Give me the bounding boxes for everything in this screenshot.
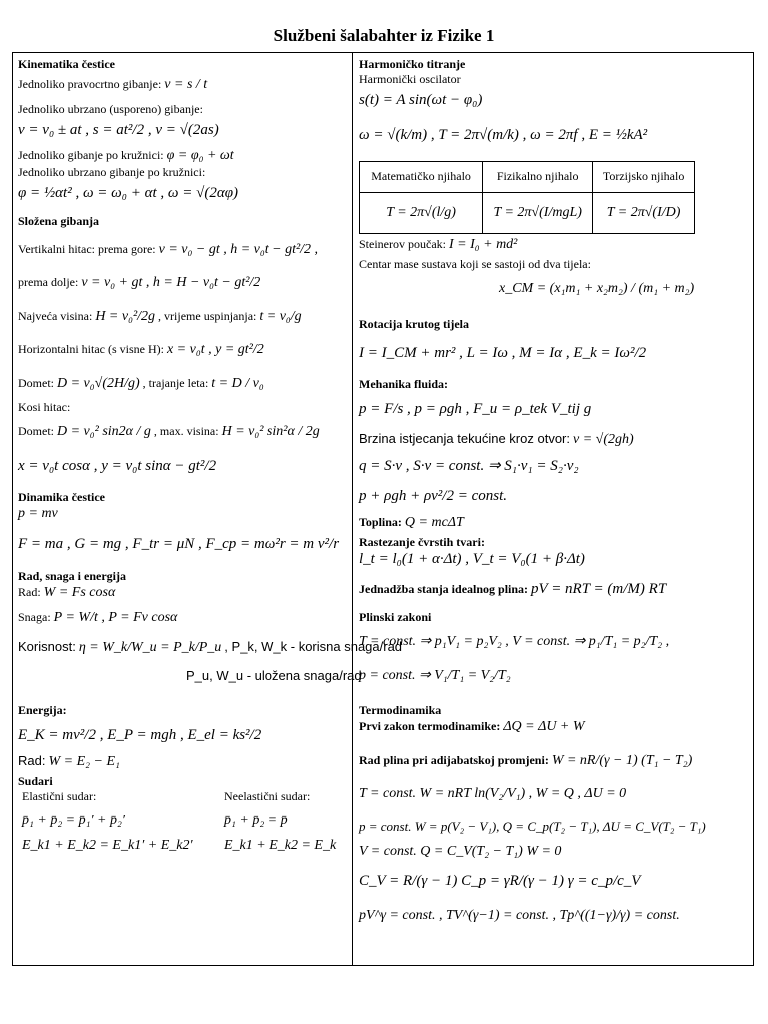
formula-v-st: v = s / t <box>164 77 208 92</box>
label-ubrzano: Jednoliko ubrzano (usporeno) gibanje: <box>18 101 203 116</box>
header-torzijsko: Torzijsko njihalo <box>593 161 695 192</box>
header-matematicko: Matematičko njihalo <box>360 161 483 192</box>
formula-steinerov: I = I₀ + md² <box>448 236 518 252</box>
label-snaga: Snaga: <box>18 610 51 624</box>
label-rad2: Rad: <box>18 753 46 768</box>
sudari-block <box>18 789 348 855</box>
label-vertikalni: Vertikalni hitac: prema gore: <box>18 241 156 256</box>
label-max-visina: , max. visina: <box>153 424 219 438</box>
formula-sile: F = ma , G = mg , F_tr = μN , F_cp = mω²r = m v²/r <box>18 535 340 552</box>
label-prema-dolje: prema dolje: <box>18 275 79 289</box>
section-rastezanje: Rastezanje čvrstih tvari: <box>359 534 485 549</box>
formula-p: p = mv <box>18 506 58 522</box>
row-najveca-visina <box>18 308 348 326</box>
formula-izotermni: T = const. W = nRT ln(V₂/V₁) , W = Q , ΔU = 0 <box>359 786 627 801</box>
section-slozena: Složena gibanja <box>18 213 100 228</box>
formula-domet: D = v₀√(2H/g) <box>57 375 140 391</box>
formula-snaga: P = W/t , P = Fv cosα <box>53 610 178 625</box>
label-kruznica: Jednoliko gibanje po kružnici: <box>18 148 164 163</box>
section-rotacija: Rotacija krutog tijela <box>359 316 469 331</box>
formula-domet-kosi: D = v₀² sin2α / g <box>57 424 151 439</box>
formula-rotacija: I = I_CM + mr² , L = Iω , M = Iα , E_k = Iω²/2 <box>359 344 647 361</box>
section-sudari: Sudari <box>18 773 53 788</box>
label-pravocrtno: Jednoliko pravocrtno gibanje: <box>18 77 162 91</box>
row-domet <box>18 375 348 393</box>
formula-izobarni: p = const. W = p(V₂ − V₁), Q = C_p(T₂ − T₁), ΔU = C_V(T₂ − T₁) <box>359 818 706 834</box>
section-dinamika: Dinamika čestice <box>18 490 105 505</box>
row-horizontalni <box>18 341 348 359</box>
row-rad <box>18 584 348 602</box>
label-kruznica-ubrzano: Jednoliko ubrzano gibanje po kružnici: <box>18 164 206 179</box>
row-steinerov <box>359 236 749 254</box>
label-domet-kosi: Domet: <box>18 424 54 438</box>
label-neelasticni: Neelastični sudar: <box>224 788 311 803</box>
formula-energija: E_K = mv²/2 , E_P = mgh , E_el = ks²/2 <box>18 727 262 744</box>
row-vertikalni <box>18 241 348 259</box>
formula-kruznica-ubrzano: φ = ½αt² , ω = ω₀ + αt , ω = √(2αφ) <box>18 184 238 201</box>
formula-kosi-xy: x = v₀t cosα , y = v₀t sinα − gt²/2 <box>18 457 217 474</box>
row-jednadzba <box>359 580 749 599</box>
label-korisnost: Korisnost: <box>18 638 76 654</box>
value-matematicko: T = 2π√(l/g) <box>360 192 483 233</box>
note-korisna: , P_k, W_k - korisna snaga/rad <box>224 638 403 654</box>
formula-neelasticni-p: p̄₁ + p̄₂ = p̄ <box>224 812 288 828</box>
formula-trajanje: t = D / v₀ <box>211 375 264 391</box>
formula-centar-mase: x_CM = (x₁m₁ + x₂m₂) / (m₁ + m₂) <box>499 281 695 296</box>
formula-izohorni: V = const. Q = C_V(T₂ − T₁) W = 0 <box>359 843 562 859</box>
row-prvi-zakon <box>359 718 749 736</box>
row-istjecanje <box>359 431 749 449</box>
formula-adijabata: pV^γ = const. , TV^(γ−1) = const. , Tp^((1−γ)/γ) = const. <box>359 908 680 923</box>
label-adijabatski: Rad plina pri adijabatskoj promjeni: <box>359 752 549 767</box>
label-elasticni: Elastični sudar: <box>22 788 97 803</box>
section-rad: Rad, snaga i energija <box>18 568 126 583</box>
label-prvi-zakon: Prvi zakon termodinamike: <box>359 719 501 733</box>
label-kosi: Kosi hitac: <box>18 400 71 414</box>
pendulum-table <box>359 161 695 234</box>
pendulum-table-values <box>360 192 695 233</box>
formula-vertikalni: v = v₀ − gt , h = v₀t − gt²/2 , <box>158 241 319 257</box>
section-harmonicko: Harmoničko titranje <box>359 57 466 71</box>
formula-rad2: W = E₂ − E₁ <box>48 754 120 769</box>
row-domet-kosi <box>18 423 348 441</box>
pendulum-table-header <box>360 161 695 192</box>
formula-vrijeme-uspinjanja: t = v₀/g <box>259 308 302 324</box>
formula-omega: ω = √(k/m) , T = 2π√(m/k) , ω = 2πf , E = ½kA² <box>359 126 648 143</box>
formula-korisnost: η = W_k/W_u = P_k/P_u <box>78 639 222 655</box>
page-title: Službeni šalabahter iz Fizike 1 <box>273 26 495 45</box>
section-energija: Energija: <box>18 703 67 718</box>
formula-bernoulli: p + ρgh + ρv²/2 = const. <box>359 488 508 505</box>
formula-adijabatski: W = nR/(γ − 1) (T₁ − T₂) <box>551 752 693 768</box>
formula-horizontalni: x = v₀t , y = gt²/2 <box>166 342 264 357</box>
formula-kontinuitet: q = S·v , S·v = const. ⇒ S₁·v₁ = S₂·v₂ <box>359 457 579 474</box>
row-prema-dolje <box>18 274 348 292</box>
section-jednadzba: Jednadžba stanja idealnog plina: <box>359 582 529 597</box>
formula-neelasticni-e: E_k1 + E_k2 = E_k <box>224 838 337 853</box>
formula-prema-dolje: v = v₀ + gt , h = H − v₀t − gt²/2 <box>81 275 261 290</box>
formula-elasticni-p: p̄₁ + p̄₂ = p̄₁′ + p̄₂′ <box>22 812 125 828</box>
label-rad: Rad: <box>18 584 41 599</box>
formula-s: s(t) = A sin(ωt − φ₀) <box>359 92 483 108</box>
formula-fluid: p = F/s , p = ρgh , F_u = ρ_tek V_tij g <box>359 401 592 418</box>
section-termo: Termodinamika <box>359 703 442 717</box>
row-snaga <box>18 609 348 627</box>
formula-kruznica: φ = φ₀ + ωt <box>166 148 234 164</box>
row-adijabatski <box>359 752 749 770</box>
formula-prvi-zakon: ΔQ = ΔU + W <box>503 719 585 734</box>
formula-ubrzano: v = v₀ ± at , s = at²/2 , v = √(2as) <box>18 121 219 138</box>
right-column <box>359 54 749 925</box>
formula-rastezanje: l_t = l₀(1 + α·Δt) , V_t = V₀(1 + β·Δt) <box>359 550 585 567</box>
row-kruznica <box>18 147 348 165</box>
header-fizikalno: Fizikalno njihalo <box>483 161 593 192</box>
label-steinerov: Steinerov poučak: <box>359 236 446 251</box>
label-horizontalni: Horizontalni hitac (s visne H): <box>18 342 164 356</box>
row-toplina <box>359 514 749 532</box>
label-vrijeme-uspinjanja: , vrijeme uspinjanja: <box>158 308 257 323</box>
section-toplina: Toplina: <box>359 515 402 529</box>
formula-najveca-visina: H = v₀²/2g <box>95 308 156 324</box>
formula-plinski1: T = const. ⇒ p₁V₁ = p₂V₂ , V = const. ⇒ p₁/T₁ = p₂/T₂ , <box>359 634 670 649</box>
formula-max-visina: H = v₀² sin²α / 2g <box>221 424 320 439</box>
formula-toplinski-kap: C_V = R/(γ − 1) C_p = γR/(γ − 1) γ = c_p/c_V <box>359 873 641 890</box>
label-najveca-visina: Najveća visina: <box>18 308 93 323</box>
label-oscilator: Harmonički oscilator <box>359 72 461 86</box>
formula-jednadzba: pV = nRT = (m/M) RT <box>531 581 667 598</box>
row-rad2 <box>18 753 348 771</box>
label-istjecanje: Brzina istjecanja tekućine kroz otvor: <box>359 431 570 446</box>
value-fizikalno: T = 2π√(I/mgL) <box>483 192 593 233</box>
neelasticni-block <box>224 789 336 855</box>
note-ulozena: P_u, W_u - uložena snaga/rad <box>186 668 362 683</box>
value-torzijsko: T = 2π√(I/D) <box>593 192 695 233</box>
formula-elasticni-e: E_k1 + E_k2 = E_k1′ + E_k2′ <box>22 838 193 853</box>
section-mehanika: Mehanika fluida: <box>359 377 449 392</box>
formula-istjecanje: v = √(2gh) <box>572 432 634 447</box>
section-plinski: Plinski zakoni <box>359 610 432 624</box>
formula-toplina: Q = mcΔT <box>404 515 464 530</box>
elasticni-block <box>22 789 194 855</box>
row-korisnost <box>18 638 403 657</box>
row-pravocrtno <box>18 76 348 94</box>
label-centar-mase: Centar mase sustava koji se sastoji od dva tijela: <box>359 257 591 271</box>
formula-rad: W = Fs cosα <box>43 584 116 600</box>
section-kinematika: Kinematika čestice <box>18 57 115 71</box>
formula-plinski2: p = const. ⇒ V₁/T₁ = V₂/T₂ <box>359 667 511 683</box>
label-trajanje: , trajanje leta: <box>142 375 209 390</box>
label-domet: Domet: <box>18 375 54 390</box>
column-divider <box>352 52 353 966</box>
